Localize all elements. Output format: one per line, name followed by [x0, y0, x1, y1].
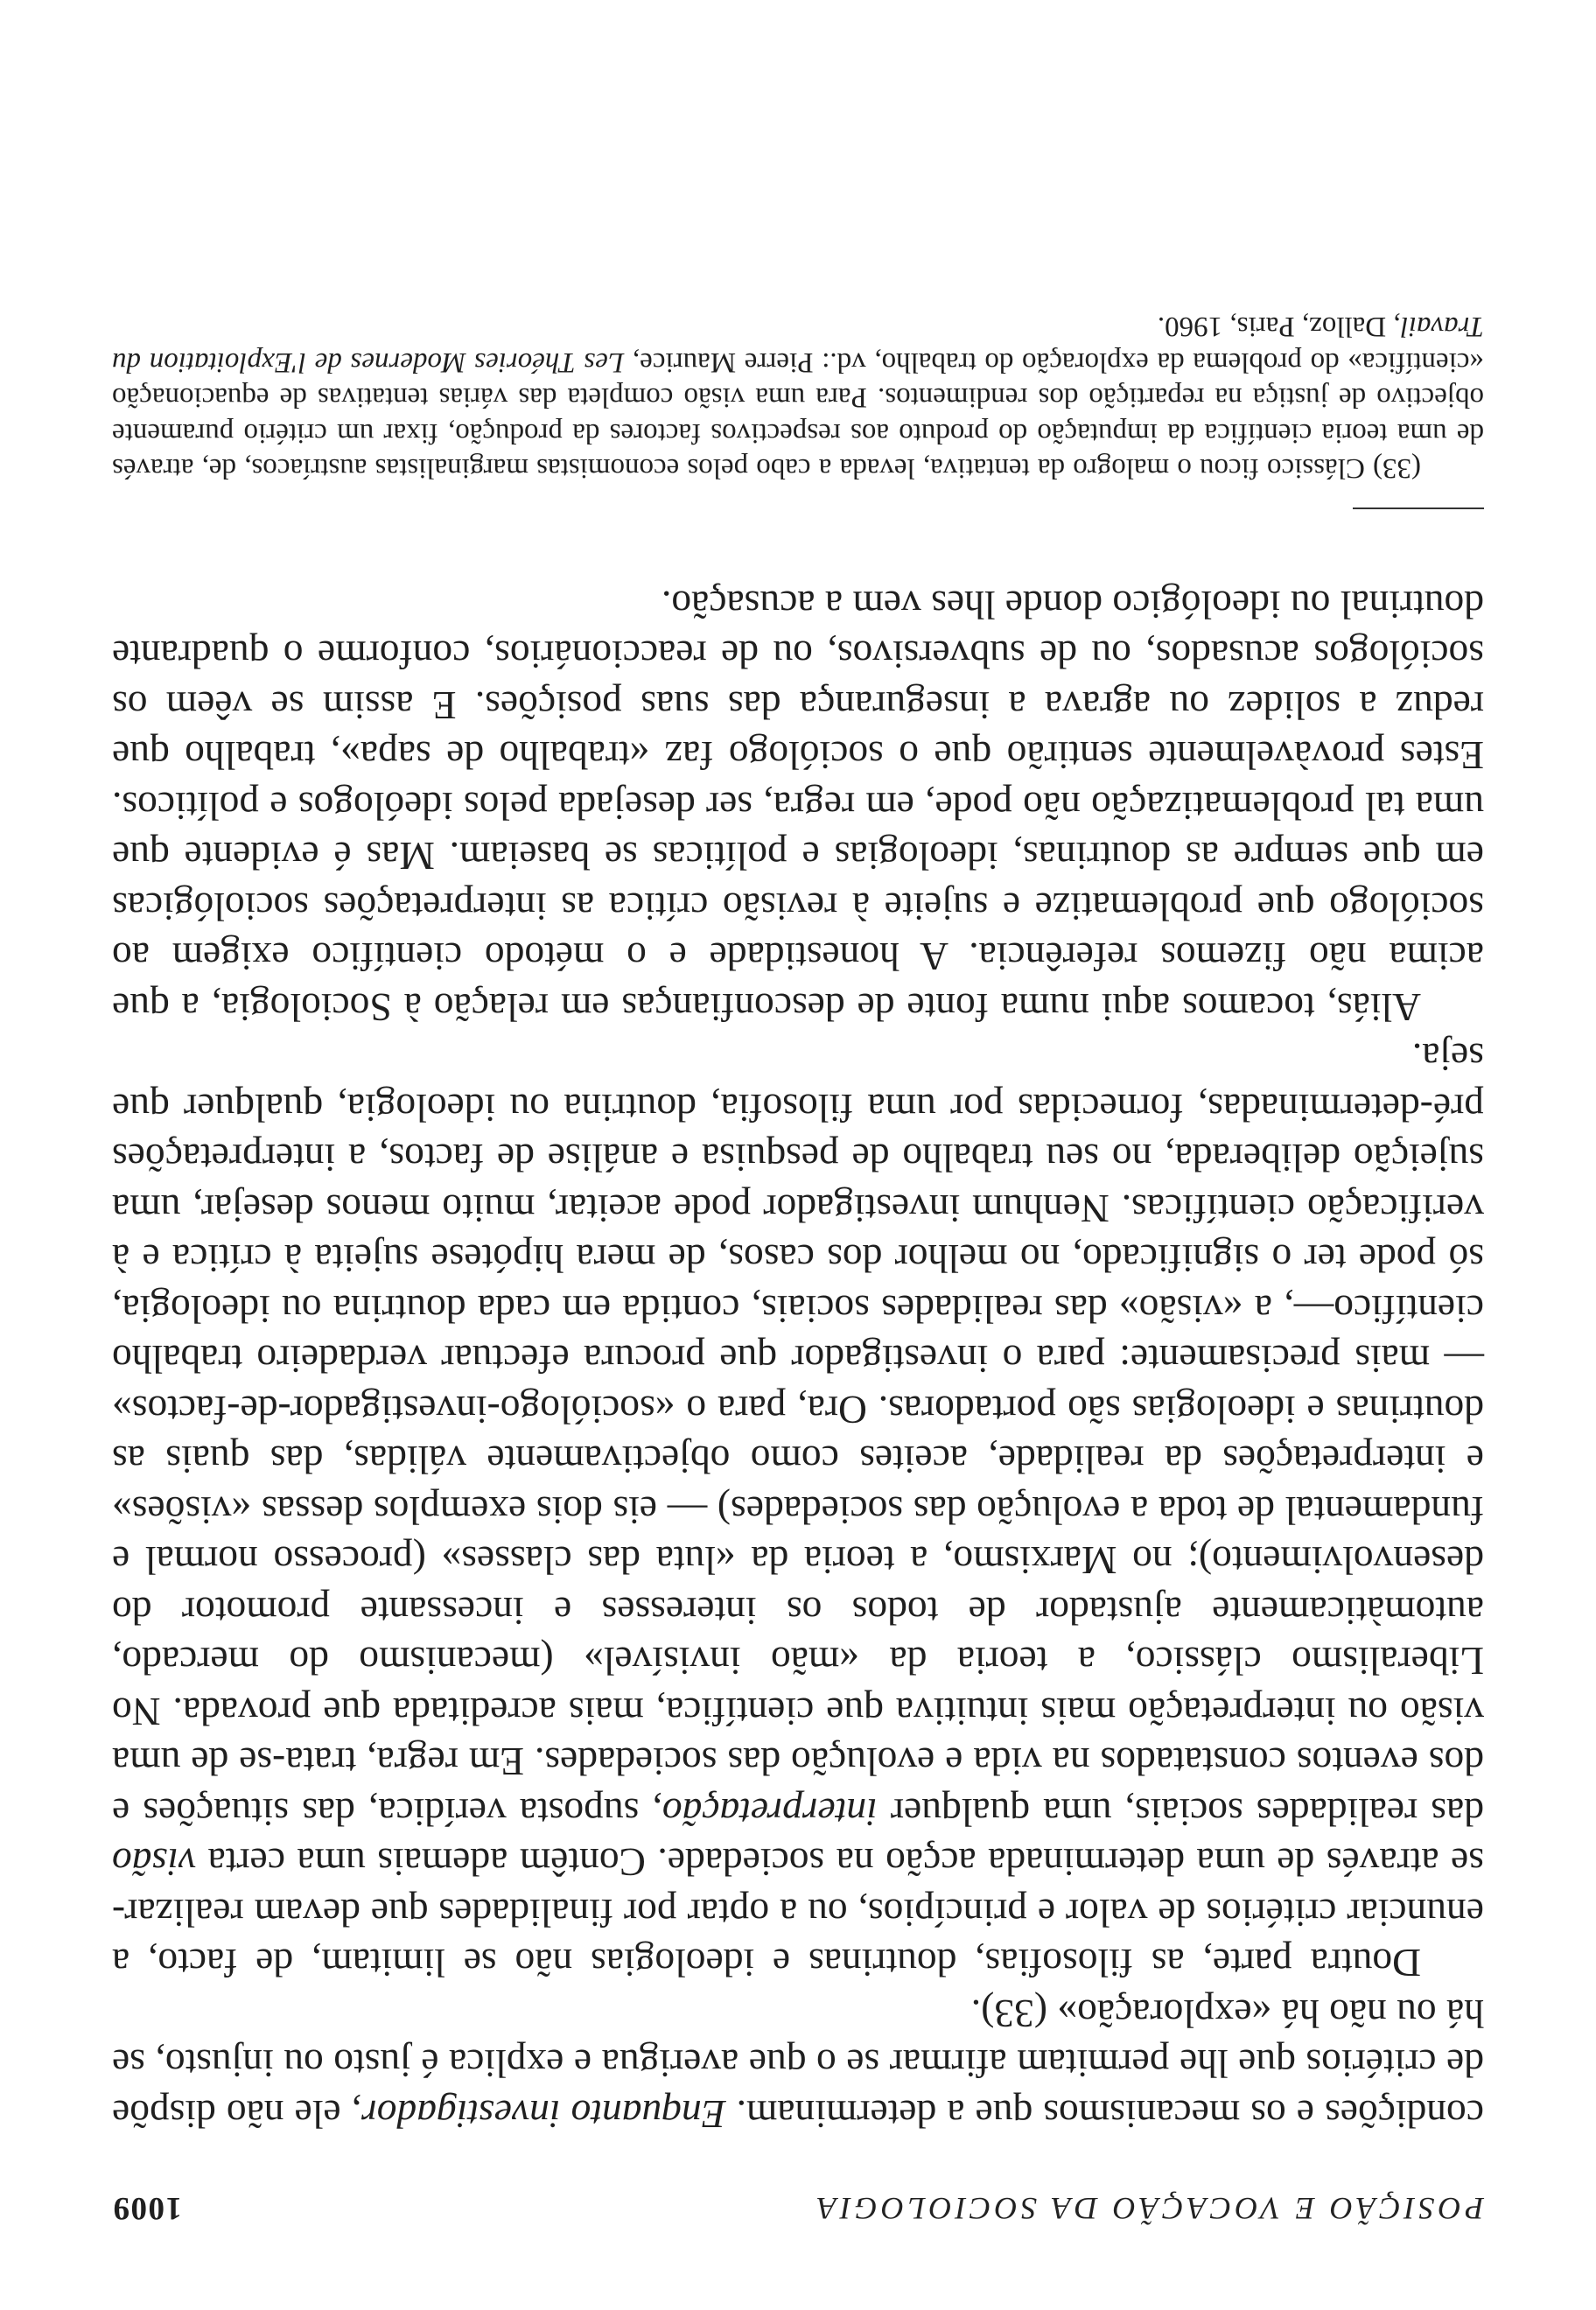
footnote-33 — [112, 309, 1484, 486]
paragraph-2-text-b: das realidades sociais, uma qualquer — [877, 1790, 1484, 1835]
footnote-emphasis: Les Théories Modernes de l'Exploitation du Travail — [112, 311, 1484, 378]
paragraph-1-emphasis: Enquanto investigador — [361, 2092, 726, 2137]
body-text — [112, 580, 1484, 2140]
footnote-text-a: (33) Clássico ficou o malogro da tentativa, levada a cabo pelos economistas marginalistas austríacos, de, através de uma teoria científica da imputação do produto aos respectivos factores da produção, fixar um critério puramente objectivo de justiça na repartição dos rendimentos. Para uma visão completa das várias tentativas de equacionação «científica» do problema da exploração do trabalho, vd.: Pierre Maurice, — [112, 346, 1484, 485]
paragraph-1-text-a: condições e os mecanismos que a determinam. — [725, 2092, 1484, 2137]
paragraph-2-emphasis-1: visão — [112, 1840, 197, 1886]
page-content — [112, 309, 1484, 2227]
page-header — [112, 2174, 1484, 2227]
running-title: POSIÇÃO E VOCAÇÃO DA SOCIOLOGIA — [813, 2191, 1484, 2226]
footnote-divider — [1353, 508, 1484, 510]
footnote-text-b: , Dalloz, Paris, 1960. — [1157, 311, 1401, 343]
page-number: 1009 — [112, 2190, 182, 2226]
paragraph-2-emphasis-2: interpretação — [662, 1790, 878, 1835]
paragraph-1-text-b: , ele não dispõe de critérios que lhe permitam afirmar se o que averigua e explica é justo ou injusto, se há ou não há «exploração» (33). — [112, 1992, 1484, 2137]
paragraph-2 — [112, 1032, 1484, 1989]
paragraph-1 — [112, 1989, 1484, 2140]
paragraph-3: Aliás, tocamos aqui numa fonte de desconfianças em relação à Sociologia, a que acima não fizemos referência. A honestidade e o método científico exigem ao sociólogo que problematize e sujeite à revisão crítica as interpretações sociológicas em que sempre as doutrinas, ideologias e políticas se baseiam. Mas é evidente que uma tal problematização não pode, em regra, ser desejada pelos ideólogos e políticos. Estes provàvelmente sentirão que o sociólogo faz «trabalho de sapa», trabalho que reduz a solidez ou agrava a insegurança das suas posições. E assim se vêem os sociólogos acusados, ou de subversivos, ou de reaccionários, conforme o quadrante doutrinal ou ideológico donde lhes vem a acusação. — [112, 583, 1484, 1030]
footnotes — [112, 309, 1484, 486]
paragraph-2-text-c: , suposta verídica, das situações e dos eventos constatados na vida e evolução das sociedades. Em regra, trata-se de uma visão ou interpretação mais intuitiva que científica, mais acreditada que provada. No Liberalismo clássico, a teoria da «mão invisível» (mecanismo do mercado, automàticamente ajustador de todos os interesses e incessante promotor do desenvolvimento); no Marxismo, a teoria da «luta das classes» (processo normal e fundamental de toda a evolução das sociedades) — eis dois exemplos dessas «visões» e interpretações da realidade, aceites como objectivamente válidas, das quais as doutrinas e ideologias são portadoras. Ora, para o «sociólogo-investigador-de-factos» — mais precisamente: para o investigador que procura efectuar verdadeiro trabalho científico—, a «visão» das realidades sociais, contida em cada doutrina ou ideologia, só pode ter o significado, no melhor dos casos, de mera hipótese sujeita à crítica e à verificação científicas. Nenhum investigador pode aceitar, muito menos desejar, uma sujeição deliberada, no seu trabalho de pesquisa e análise de factos, a interpretações pré-determinadas, fornecidas por uma filosofia, doutrina ou ideologia, qualquer que seja. — [112, 1035, 1484, 1835]
paragraph-2-text-a: Doutra parte, as filosofias, doutrinas e ideologias não se limitam, de facto, a enunciar critérios de valor e princípios, ou a optar por finalidades que devam realizar-se através de uma determinada acção na sociedade. Contêm ademais uma certa — [112, 1840, 1484, 1986]
